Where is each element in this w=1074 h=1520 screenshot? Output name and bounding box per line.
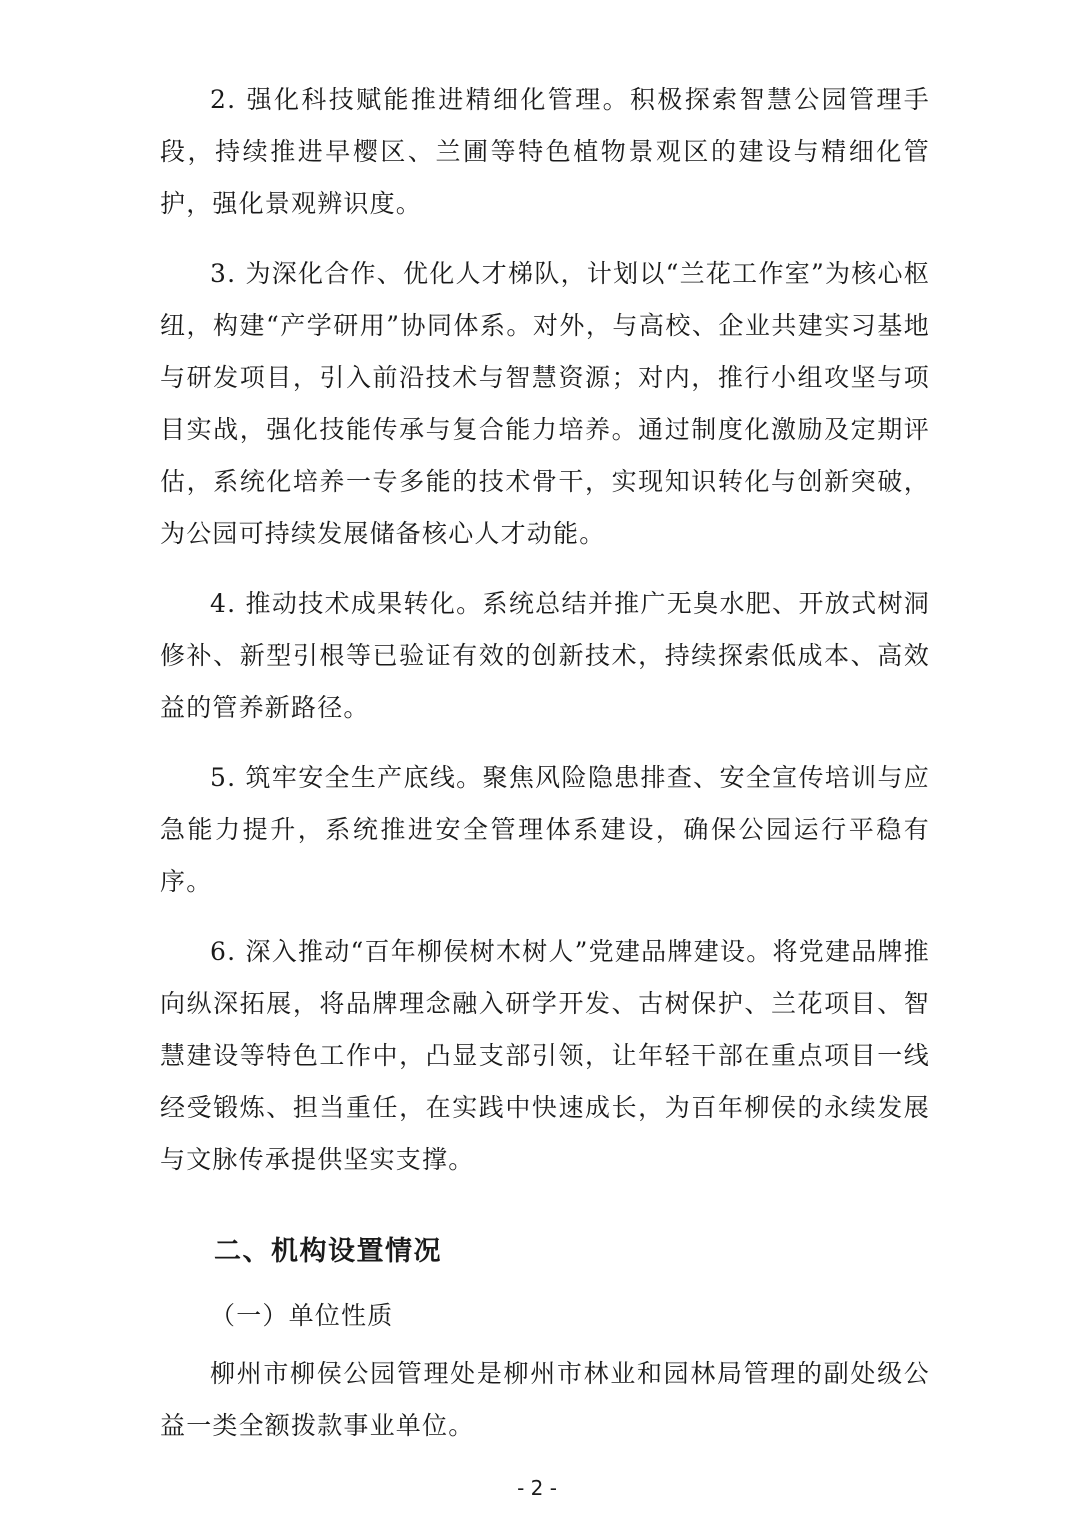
document-body: [160, 74, 930, 1452]
paragraph-item-2: 2. 强化科技赋能推进精细化管理。积极探索智慧公园管理手段，持续推进早樱区、兰圃等特色植物景观区的建设与精细化管护，强化景观辨识度。: [160, 85, 930, 218]
paragraph-item-4: 4. 推动技术成果转化。系统总结并推广无臭水肥、开放式树洞修补、新型引根等已验证有效的创新技术，持续探索低成本、高效益的管养新路径。: [160, 589, 930, 722]
section-subheading: （一）单位性质: [210, 1301, 394, 1330]
paragraph-item-6: 6. 深入推动“百年柳侯树木树人”党建品牌建设。将党建品牌推向纵深拓展，将品牌理念融入研学开发、古树保护、兰花项目、智慧建设等特色工作中，凸显支部引领，让年轻干部在重点项目一线经受锻炼、担当重任，在实践中快速成长，为百年柳侯的永续发展与文脉传承提供坚实支撑。: [160, 937, 930, 1174]
paragraph-item-5: 5. 筑牢安全生产底线。聚焦风险隐患排查、安全宣传培训与应急能力提升，系统推进安全管理体系建设，确保公园运行平稳有序。: [160, 763, 930, 896]
section-heading: 二、机构设置情况: [214, 1236, 442, 1267]
page-number: - 2 -: [517, 1476, 557, 1500]
paragraph-item-3: 3. 为深化合作、优化人才梯队，计划以“兰花工作室”为核心枢纽，构建“产学研用”协同体系。对外，与高校、企业共建实习基地与研发项目，引入前沿技术与智慧资源；对内，推行小组攻坚与项目实战，强化技能传承与复合能力培养。通过制度化激励及定期评估，系统化培养一专多能的技术骨干，实现知识转化与创新突破，为公园可持续发展储备核心人才动能。: [160, 259, 930, 548]
section-body-paragraph: 柳州市柳侯公园管理处是柳州市林业和园林局管理的副处级公益一类全额拨款事业单位。: [160, 1359, 930, 1440]
